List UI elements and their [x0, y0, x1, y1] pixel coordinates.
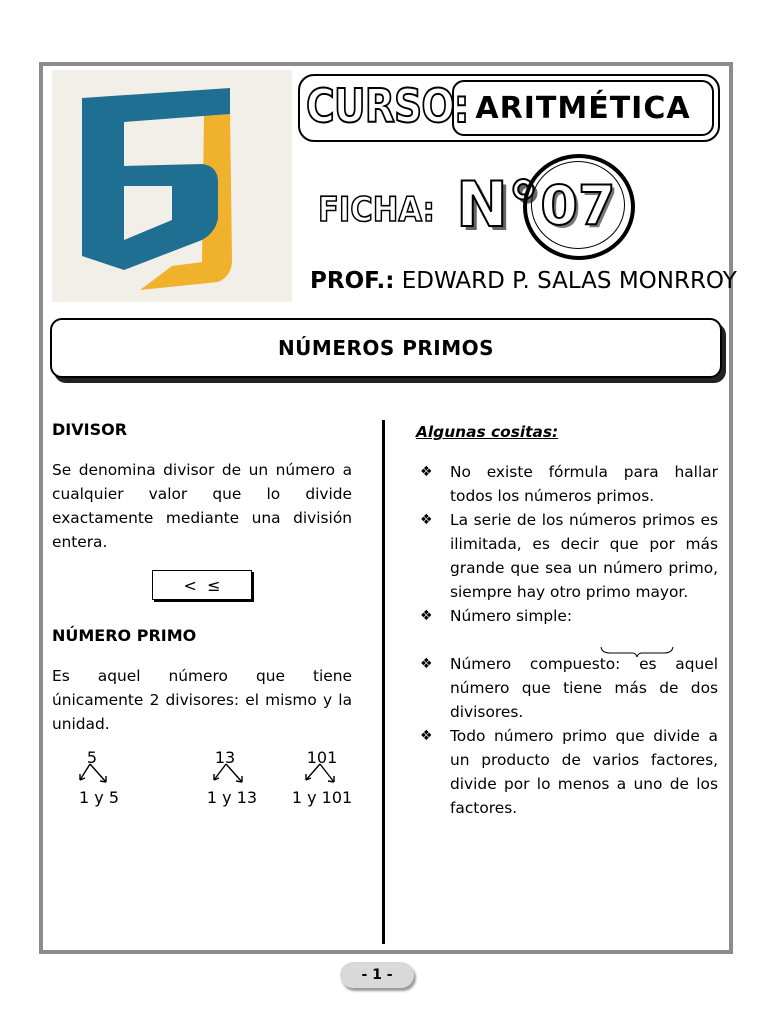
example-number-2: 13 — [214, 748, 236, 767]
list-item: ❖ Número simple: — [416, 604, 718, 628]
notes-list — [416, 460, 718, 820]
example-divisors-1: 1 y 5 — [79, 788, 119, 807]
logo — [52, 70, 292, 302]
divisor-text: Se denomina divisor de un número a cualquier valor que lo divide exactamente mediante una división entera. — [52, 461, 352, 551]
list-item: ❖ No existe fórmula para hallar todos los números primos. — [416, 460, 718, 508]
diamond-bullet-icon: ❖ — [420, 728, 433, 744]
prof-name: EDWARD P. SALAS MONRROY — [401, 268, 737, 294]
page-number-text: - 1 - — [361, 967, 393, 983]
prof-label: PROF.: — [310, 268, 395, 294]
primo-text: Es aquel número que tiene únicamente 2 divisores: el mismo y la unidad. — [52, 667, 352, 733]
ficha-number-inner — [531, 161, 625, 249]
column-divider — [382, 420, 385, 944]
underbrace-icon — [600, 645, 674, 659]
diamond-bullet-icon: ❖ — [420, 512, 433, 528]
example-number-1: 5 — [86, 748, 98, 767]
example-number-3: 101 — [306, 748, 338, 767]
list-item: ❖ La serie de los números primos es ilimitada, es decir que por más grande que sea un número primo, siempre hay otro primo mayor. — [416, 508, 718, 604]
split-arrow-icon — [302, 762, 342, 786]
list-item: ❖ Número compuesto: es aquel número que tiene más de dos divisores. — [416, 652, 718, 724]
numero-label: N° — [456, 168, 539, 241]
list-item: ❖ Todo número primo que divide a un producto de varios factores, divide por lo menos a uno de los factores. — [416, 724, 718, 820]
logo-5j-icon — [52, 70, 292, 302]
curso-label: CURSO: — [306, 79, 469, 133]
diamond-bullet-icon: ❖ — [420, 464, 433, 480]
ficha-number: 07 — [540, 173, 616, 237]
right-column — [416, 420, 718, 820]
example-divisors-2: 1 y 13 — [206, 788, 258, 807]
subject-box — [452, 80, 714, 136]
diamond-bullet-icon: ❖ — [420, 608, 433, 624]
page-number — [340, 962, 414, 988]
symbols-text: < ≤ — [183, 575, 221, 595]
subject-name: ARITMÉTICA — [475, 90, 691, 126]
professor-line — [310, 264, 737, 298]
ficha-label: FICHA: — [318, 190, 435, 230]
divisor-heading: DIVISOR — [52, 420, 128, 439]
symbols-box — [152, 570, 252, 600]
primo-heading: NÚMERO PRIMO — [52, 626, 197, 645]
split-arrow-icon — [210, 762, 250, 786]
diamond-bullet-icon: ❖ — [420, 656, 433, 672]
notes-subtitle: Algunas cositas: — [416, 423, 559, 441]
page-title: NÚMEROS PRIMOS — [277, 336, 495, 360]
example-divisors-3: 1 y 101 — [291, 788, 353, 807]
split-arrow-icon — [76, 762, 116, 786]
title-box — [50, 318, 722, 378]
